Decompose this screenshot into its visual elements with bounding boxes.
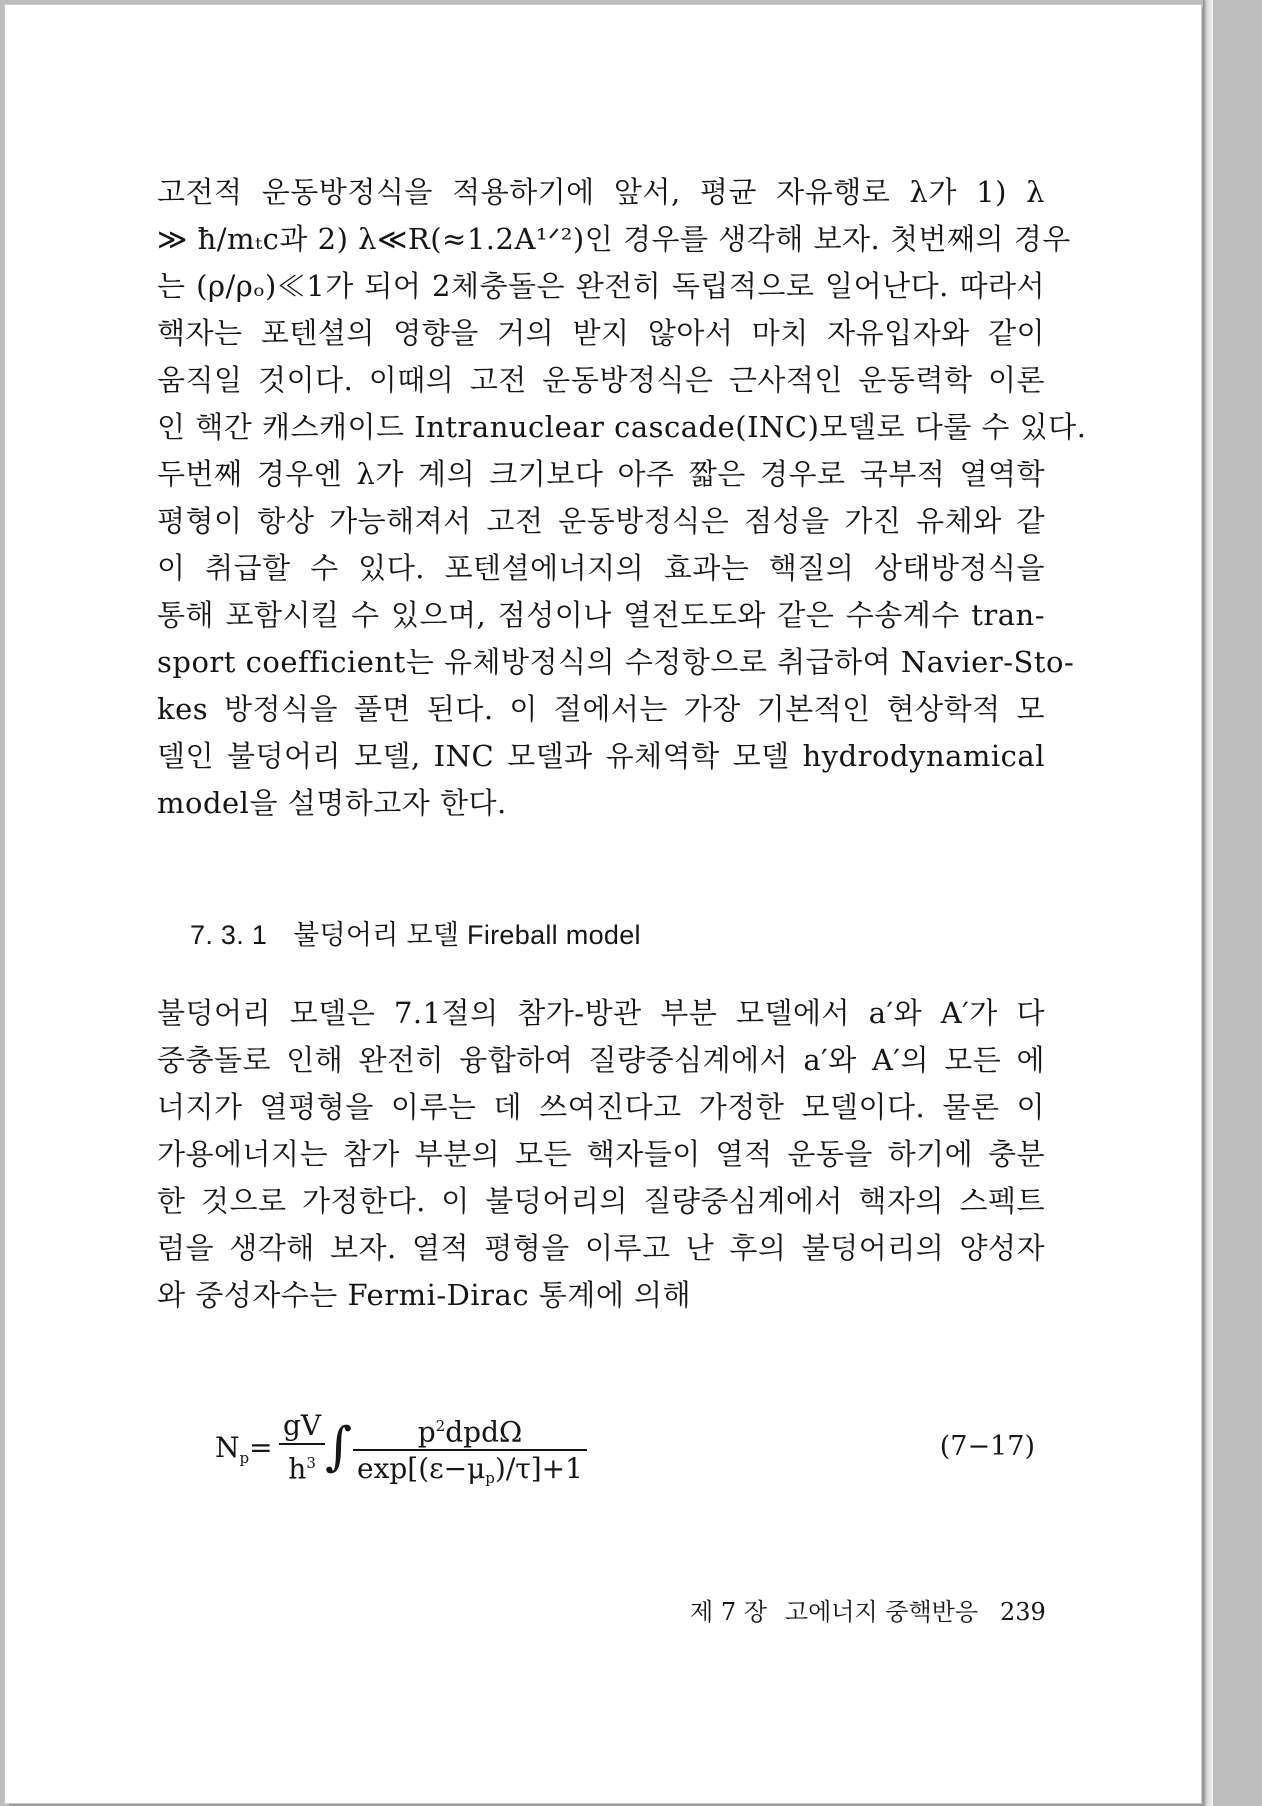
paragraph-line: sport coefficient는 유체방정식의 수정항으로 취급하여 Navier-Sto- [157,645,1075,679]
paragraph-line: 고전적 운동방정식을 적용하기에 앞서, 평균 자유행로 λ가 1) λ [157,175,1045,209]
footer-chapter: 제 7 장 [690,1598,767,1626]
paragraph-line: 움직일 것이다. 이때의 고전 운동방정식은 근사적인 운동력학 이론 [157,363,1045,397]
fraction-denominator: exp[(ε−μp)/τ]+1 [357,1452,583,1488]
section-number: 7. 3. 1 [190,920,268,950]
paragraph-line: ≫ ħ/mₜc과 2) λ≪R(≈1.2A¹ᐟ²)인 경우를 생각해 보자. 첫번째의 경우 [157,222,1071,256]
section-heading [190,913,641,952]
paragraph-line: 너지가 열평형을 이루는 데 쓰여진다고 가정한 모델이다. 물론 이 [157,1090,1045,1124]
paragraph-line: 델인 불덩어리 모델, INC 모델과 유체역학 모델 hydrodynamical [157,739,1045,773]
equation-7-17 [215,1409,1035,1489]
paragraph-line: 중충돌로 인해 완전히 융합하여 질량중심계에서 a′와 A′의 모든 에 [157,1043,1045,1077]
paragraph-line: kes 방정식을 풀면 된다. 이 절에서는 가장 기본적인 현상학적 모 [157,692,1045,726]
paragraph-line: 평형이 항상 가능해져서 고전 운동방정식은 점성을 가진 유체와 같 [157,504,1045,538]
equation-fraction-integrand [353,1409,587,1496]
integral-sign: ∫ [325,1417,353,1477]
fraction-numerator: $p^2dpd\Omega$ [353,1409,587,1451]
fraction-numerator: gV [279,1409,325,1445]
paragraph-line: 와 중성자수는 Fermi-Dirac 통계에 의해 [157,1278,692,1312]
page-edge-shadow [1203,0,1213,1806]
page-number: 239 [1000,1598,1046,1626]
paragraph-line: 핵자는 포텐셜의 영향을 거의 받지 않아서 마치 자유입자와 같이 [157,316,1045,350]
paragraph-line: 가용에너지는 참가 부분의 모든 핵자들이 열적 운동을 하기에 충분 [157,1137,1045,1171]
paragraph-line: 통해 포함시킬 수 있으며, 점성이나 열전도도와 같은 수송계수 tran- [157,598,1045,632]
paragraph-line: 인 핵간 캐스캐이드 Intranuclear cascade(INC)모델로 다룰 수 있다. [157,410,1087,444]
paragraph-line: 럼을 생각해 보자. 열적 평형을 이루고 난 후의 불덩어리의 양성자 [157,1231,1045,1265]
paragraph-line: 는 (ρ/ρₒ)≪1가 되어 2체충돌은 완전히 독립적으로 일어난다. 따라서 [157,269,1045,303]
equation-number: (7−17) [939,1431,1035,1462]
section-title: 불덩어리 모델 Fireball model [293,920,641,950]
equation-lhs: $N_p=$ [215,1431,273,1467]
paragraph-line: 한 것으로 가정한다. 이 불덩어리의 질량중심계에서 핵자의 스펙트 [157,1184,1045,1218]
equation-fraction-gv [279,1409,325,1487]
paragraph-line: 불덩어리 모델은 7.1절의 참가-방관 부분 모델에서 a′와 A′가 다 [157,996,1045,1030]
paragraph-line: 이 취급할 수 있다. 포텐셜에너지의 효과는 핵질의 상태방정식을 [157,551,1045,585]
footer-title: 고에너지 중핵반응 [784,1598,979,1626]
book-page [4,4,1202,1804]
paragraph-line: model을 설명하고자 한다. [157,786,507,820]
paragraph-2 [157,990,1045,1319]
fraction-denominator: $h^3$ [288,1452,316,1486]
paragraph-1 [157,169,1087,827]
running-footer [690,1592,1046,1627]
paragraph-line: 두번째 경우엔 λ가 계의 크기보다 아주 짧은 경우로 국부적 열역학 [157,457,1045,491]
